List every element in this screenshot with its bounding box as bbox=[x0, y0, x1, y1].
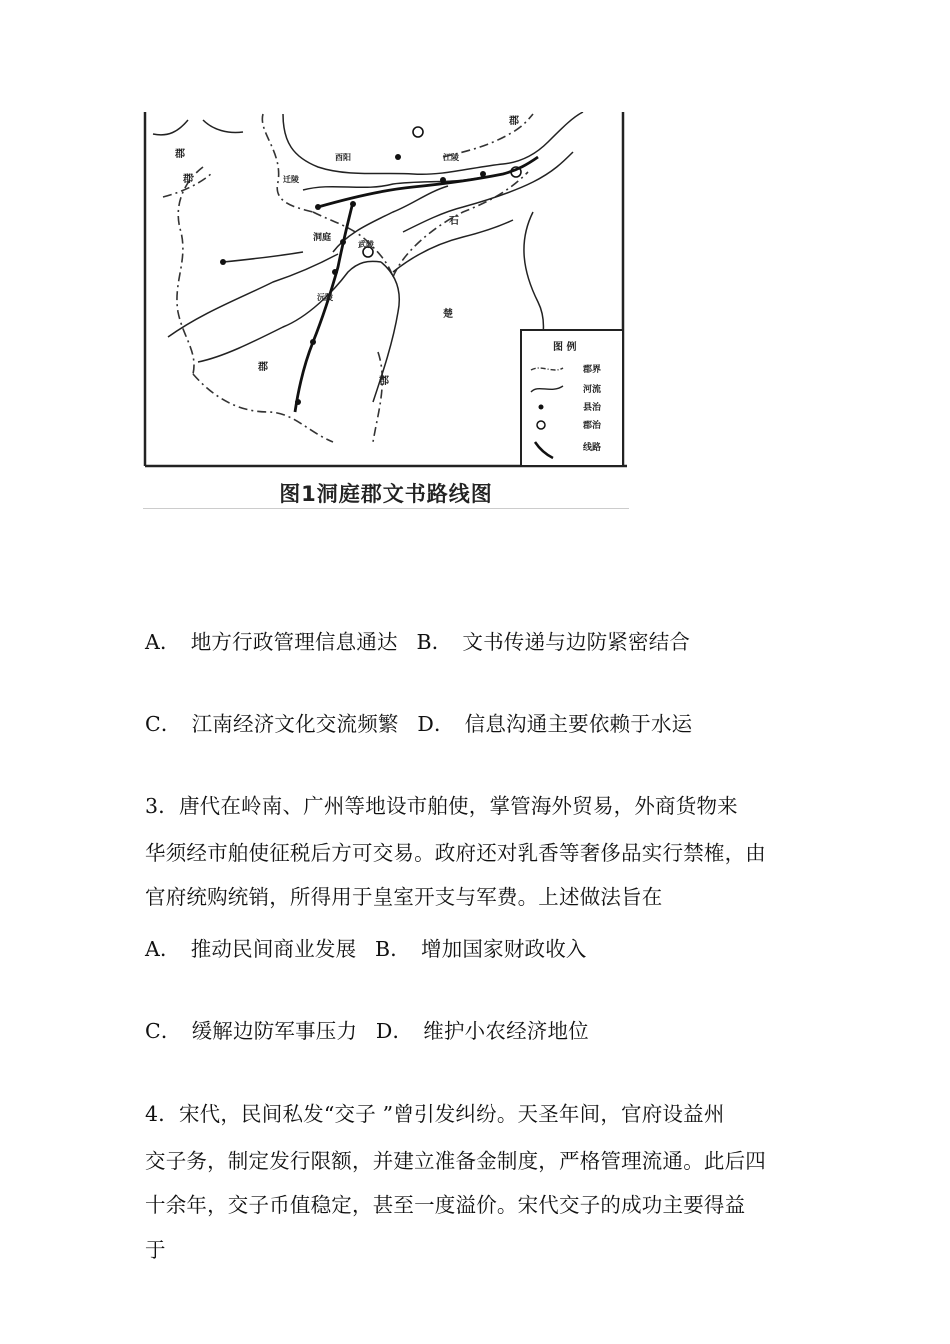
legend-title: 图 例 bbox=[553, 342, 577, 353]
q3-stem-line: 华须经市舶使征税后方可交易。政府还对乳香等奢侈品实行禁榷，由 bbox=[145, 841, 766, 865]
map-label: 沅陵 bbox=[317, 293, 333, 302]
map-figure bbox=[143, 112, 629, 512]
q4-stem-line: 于 bbox=[145, 1238, 166, 1262]
option-a[interactable]: A． 推动民间商业发展 bbox=[145, 937, 357, 961]
q3-stem-line: 官府统购统销，所得用于皇室开支与军费。上述做法旨在 bbox=[145, 885, 663, 909]
map-label: 郡 bbox=[258, 362, 268, 373]
map-label: 郡 bbox=[509, 116, 519, 127]
legend-item: 线路 bbox=[583, 443, 602, 453]
map-label: 酉阳 bbox=[335, 153, 351, 162]
q2-options-row-1 bbox=[145, 625, 690, 655]
map-label: 郡 bbox=[175, 149, 185, 160]
dongting-map bbox=[143, 112, 629, 472]
option-d[interactable]: D． 维护小农经济地位 bbox=[375, 1019, 589, 1043]
q4-stem-line: 交子务，制定发行限额，并建立准备金制度，严格管理流通。此后四 bbox=[145, 1149, 766, 1173]
q4-stem-line: 4．宋代，民间私发“交子 ”曾引发纠纷。天圣年间，官府设益州 bbox=[145, 1102, 725, 1126]
legend-item: 郡治 bbox=[583, 421, 602, 431]
map-label: 石 bbox=[449, 216, 459, 227]
q4-stem-line: 十余年，交子币值稳定，甚至一度溢价。宋代交子的成功主要得益 bbox=[145, 1193, 746, 1217]
map-label: 迁陵 bbox=[283, 175, 299, 184]
q2-options-row-2 bbox=[145, 707, 692, 737]
map-label: 郡 bbox=[379, 376, 389, 387]
option-b[interactable]: B． 增加国家财政收入 bbox=[375, 937, 587, 961]
map-legend bbox=[521, 330, 623, 466]
option-c[interactable]: C． 缓解边防军事压力 bbox=[145, 1019, 358, 1043]
figure-caption: 图1洞庭郡文书路线图 bbox=[279, 482, 493, 506]
q3-stem-line: 3．唐代在岭南、广州等地设市舶使，掌管海外贸易，外商货物来 bbox=[145, 794, 738, 818]
q3-options-row-2 bbox=[145, 1014, 589, 1044]
legend-item: 河流 bbox=[583, 385, 602, 395]
option-c[interactable]: C． 江南经济文化交流频繁 bbox=[145, 712, 399, 736]
option-d[interactable]: D． 信息沟通主要依赖于水运 bbox=[417, 712, 693, 736]
map-label: 武陵 bbox=[358, 240, 374, 249]
map-label: 洞庭 bbox=[313, 233, 332, 243]
option-a[interactable]: A． 地方行政管理信息通达 bbox=[145, 630, 398, 654]
legend-item: 县治 bbox=[583, 403, 602, 413]
caption-divider bbox=[143, 508, 629, 509]
map-label: 郡 bbox=[183, 174, 193, 185]
map-label: 江陵 bbox=[443, 153, 459, 162]
option-b[interactable]: B． 文书传递与边防紧密结合 bbox=[416, 630, 691, 654]
q3-options-row-1 bbox=[145, 932, 587, 962]
map-label: 楚 bbox=[443, 309, 453, 320]
legend-item: 郡界 bbox=[583, 365, 602, 375]
